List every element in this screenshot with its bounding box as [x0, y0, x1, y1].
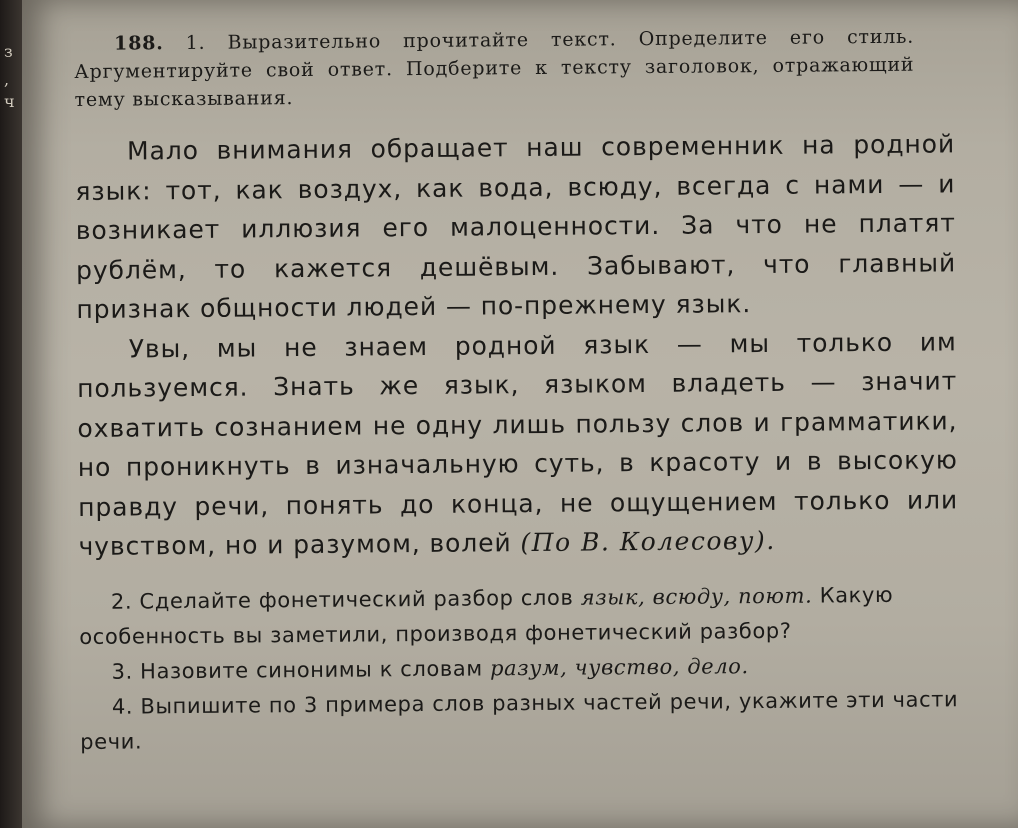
paragraph-2-text: Увы, мы не знаем родной язык — мы только им пользуемся. Знать же язык, языком владеть — значит охватить сознанием не одну лишь пользу слов и грамматики, но проникнуть в изначальную суть, в красоту и в высокую правду речи, понять до конца, не ощущением только или чувством, но и разумом, волей — [77, 326, 959, 561]
question-4: 4. Выпишите по 3 примера слов разных частей речи, укажите эти части речи. — [80, 686, 959, 754]
exercise-number: 188. — [114, 32, 164, 55]
question-2-start: 2. Сделайте фонетический разбор слов — [110, 585, 581, 614]
question-2-end: Какую особенность вы заметили, производя фонетический разбор? — [79, 582, 894, 649]
margin-mark: з — [4, 42, 13, 61]
source-citation: (По В. Колесову). — [520, 525, 776, 558]
question-3-start: 3. Назовите синонимы к словам — [111, 655, 491, 684]
text-paragraph-2 — [77, 322, 959, 567]
question-2-words: язык, всюду, поют. — [580, 583, 813, 610]
margin-mark: ч — [4, 92, 15, 111]
book-page — [22, 0, 1018, 828]
question-2 — [79, 577, 975, 655]
task-instruction: 1. Выразительно прочитайте текст. Определите его стиль. Аргументируйте свой ответ. Подберите к тексту заголовок, отражающий тему высказывания. — [74, 25, 915, 111]
exercise-block — [74, 22, 980, 759]
task-heading — [74, 23, 915, 114]
facing-page-edge — [0, 0, 22, 828]
margin-mark: , — [4, 70, 10, 89]
question-3-words: разум, чувство, дело. — [489, 653, 749, 680]
text-paragraph-1: Мало внимания обращает наш современник на родной язык: тот, как воздух, как вода, всюду, всегда с нами — и возникает иллюзия его малоценности. За что не платят рублём, то кажется дешёвым. Забывают, что главный признак общности людей — по-прежнему язык. — [75, 129, 957, 324]
questions-list — [79, 577, 980, 760]
